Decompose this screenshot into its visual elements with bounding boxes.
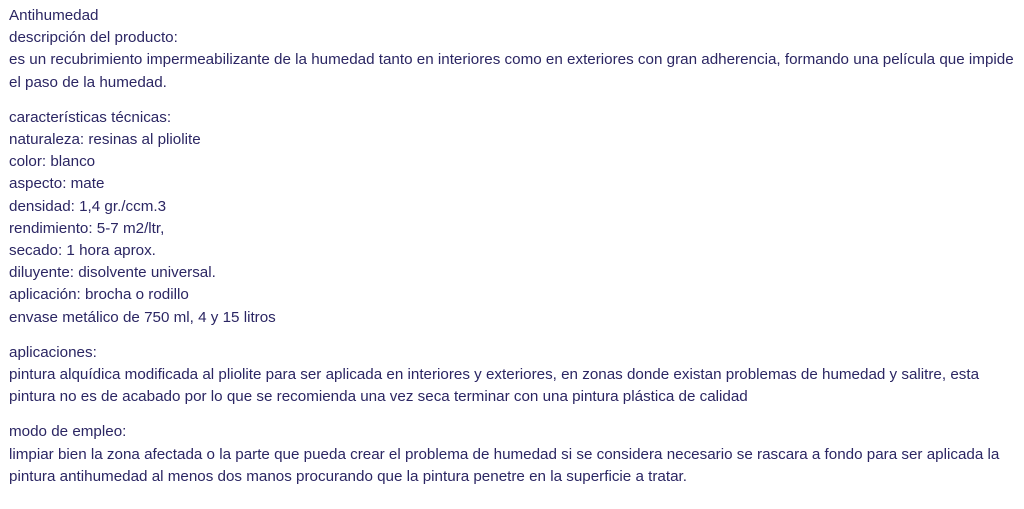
description-section (9, 5, 1015, 94)
technical-item-nature: naturaleza: resinas al pliolite (9, 131, 201, 149)
usage-text: limpiar bien la zona afectada o la parte que pueda crear el problema de humedad si se considera necesario se rascara a fondo para ser aplicada la pintura antihumedad al menos dos manos procurando que la pintura penetre en la superficie a tratar. (9, 445, 1000, 485)
technical-item-density: densidad: 1,4 gr./ccm.3 (9, 197, 167, 215)
technical-item-yield: rendimiento: 5-7 m2/ltr, (9, 219, 165, 237)
usage-heading: modo de empleo: (9, 423, 127, 441)
applications-text: pintura alquídica modificada al pliolite para ser aplicada en interiores y exteriores, en zonas donde existan problemas de humedad y salitre, esta pintura no es de acabado por lo que se recomienda una vez seca terminar con una pintura plástica de calidad (9, 366, 980, 406)
technical-item-packaging: envase metálico de 750 ml, 4 y 15 litros (9, 308, 276, 326)
technical-heading: características técnicas: (9, 108, 172, 126)
technical-section (9, 107, 1015, 329)
usage-section (9, 421, 1015, 488)
description-text: es un recubrimiento impermeabilizante de la humedad tanto en interiores como en exteriores con gran adherencia, formando una película que impide el paso de la humedad. (9, 51, 1014, 91)
technical-item-finish: aspecto: mate (9, 175, 105, 193)
technical-item-drying: secado: 1 hora aprox. (9, 242, 156, 260)
technical-item-color: color: blanco (9, 153, 96, 171)
technical-item-thinner: diluyente: disolvente universal. (9, 264, 216, 282)
product-title: Antihumedad (9, 7, 99, 24)
applications-heading: aplicaciones: (9, 343, 97, 361)
description-heading: descripción del producto: (9, 29, 178, 47)
technical-item-application: aplicación: brocha o rodillo (9, 286, 189, 304)
applications-section (9, 342, 1015, 409)
